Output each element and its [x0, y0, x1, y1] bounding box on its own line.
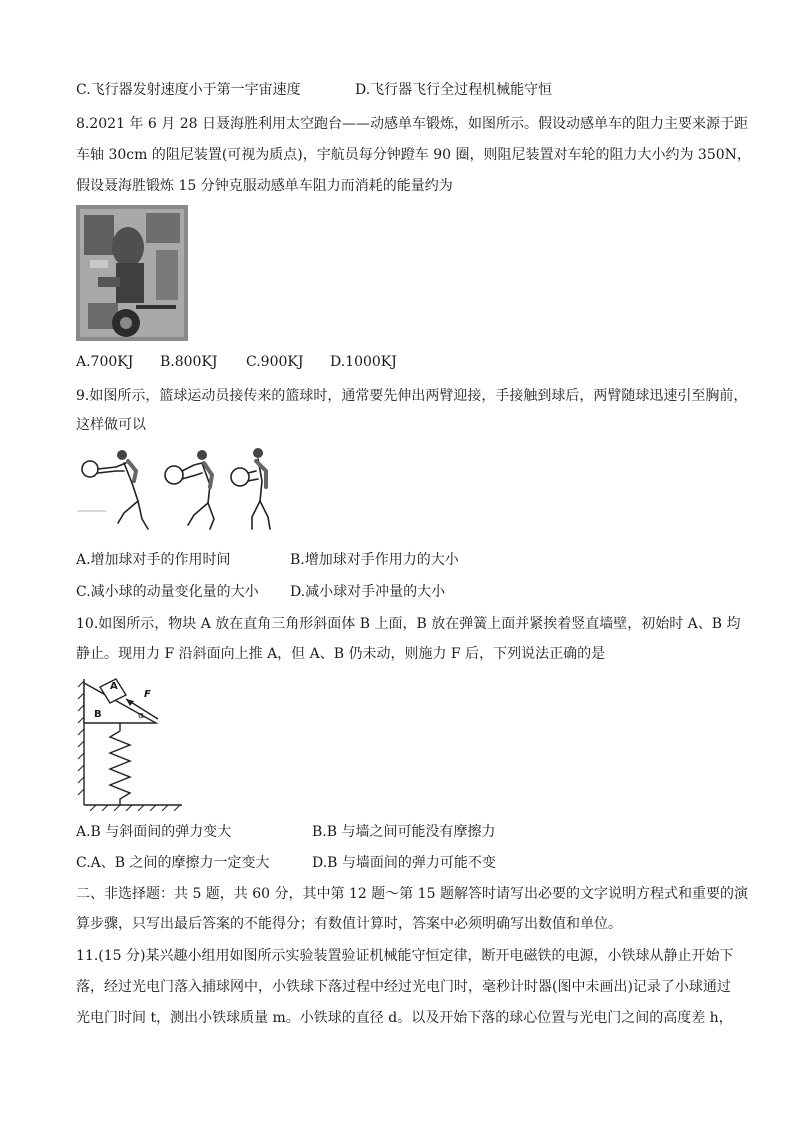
- q8-option-a: A.700KJ: [76, 354, 134, 370]
- q9-stem-line-1: 9.如图所示，篮球运动员接传来的篮球时，通常要先伸出两臂迎接，手接触到球后，两臂随球迅速引至胸前，: [76, 388, 748, 404]
- q9-stem-line-2: 这样做可以: [76, 417, 146, 433]
- q10-option-d: D.B 与墙面间的弹力可能不变: [312, 855, 496, 871]
- label-b: B: [94, 709, 102, 720]
- q8-stem-line-1: 8.2021 年 6 月 28 日聂海胜利用太空跑台——动感单车锻炼，如图所示。假设动感单车的阻力主要来源于距: [76, 116, 748, 132]
- q9-option-c: C.减小球的动量变化量的大小: [76, 584, 259, 600]
- spring: [110, 723, 130, 805]
- label-f: F: [144, 689, 151, 700]
- q9-option-b: B.增加球对手作用力的大小: [290, 552, 459, 568]
- q10-option-b: B.B 与墙之间可能没有摩擦力: [312, 824, 496, 840]
- section2-heading-line-1: 二、非选择题：共 5 题，共 60 分，其中第 12 题～第 15 题解答时请写出必要的文字说明方程式和重要的演: [76, 886, 748, 902]
- q8-stem-line-2: 车轴 30cm 的阻尼装置(可视为质点)，宇航员每分钟蹬车 90 圈，则阻尼装置对车轮的阻力大小约为 350N，: [76, 147, 751, 163]
- label-alpha: α: [138, 711, 144, 721]
- section2-heading-line-2: 算步骤，只写出最后答案的不能得分；有数值计算时，答案中必须明确写出数值和单位。: [76, 916, 622, 932]
- q10-figure-wedge-spring-wall: [76, 675, 186, 811]
- label-a: A: [110, 681, 118, 692]
- q11-stem-line-3: 光电门时间 t，测出小铁球质量 m。小铁球的直径 d。以及开始下落的球心位置与光电门之间的高度差 h，: [76, 1010, 733, 1026]
- q7-option-c: C.飞行器发射速度小于第一宇宙速度: [76, 82, 301, 98]
- q8-option-c: C.900KJ: [246, 354, 304, 370]
- q7-option-d: D.飞行器飞行全过程机械能守恒: [355, 82, 553, 98]
- player-pose-3-icon: [231, 448, 270, 529]
- q10-stem-line-1: 10.如图所示，物块 A 放在直角三角形斜面体 B 上面，B 放在弹簧上面并紧挨着竖直墙壁，初始时 A、B 均: [76, 616, 741, 632]
- q10-option-a: A.B 与斜面间的弹力变大: [76, 824, 232, 840]
- player-pose-2-icon: [165, 450, 214, 529]
- q8-option-b: B.800KJ: [160, 354, 218, 370]
- q8-stem-line-3: 假设聂海胜锻炼 15 分钟克服动感单车阻力而消耗的能量约为: [76, 178, 453, 194]
- q10-option-c: C.A、B 之间的摩擦力一定变大: [76, 855, 270, 871]
- q11-stem-line-1: 11.(15 分)某兴趣小组用如图所示实验装置验证机械能守恒定律，断开电磁铁的电源，小铁球从静止开始下: [76, 948, 734, 964]
- q8-option-d: D.1000KJ: [330, 354, 397, 370]
- q8-photo-astronaut-exercise-bike: [76, 205, 188, 341]
- q11-stem-line-2: 落，经过光电门落入捕球网中，小铁球下落过程中经过光电门时，毫秒计时器(图中未画出)记录了小球通过: [76, 979, 731, 995]
- q9-option-a: A.增加球对手的作用时间: [76, 552, 231, 568]
- player-pose-1-icon: [82, 450, 148, 529]
- q10-stem-line-2: 静止。现用力 F 沿斜面向上推 A，但 A、B 仍未动，则施力 F 后，下列说法正确的是: [76, 646, 606, 662]
- q9-option-d: D.减小球对手冲量的大小: [290, 584, 446, 600]
- q9-figure-basketball-catch-sequence: [76, 441, 276, 537]
